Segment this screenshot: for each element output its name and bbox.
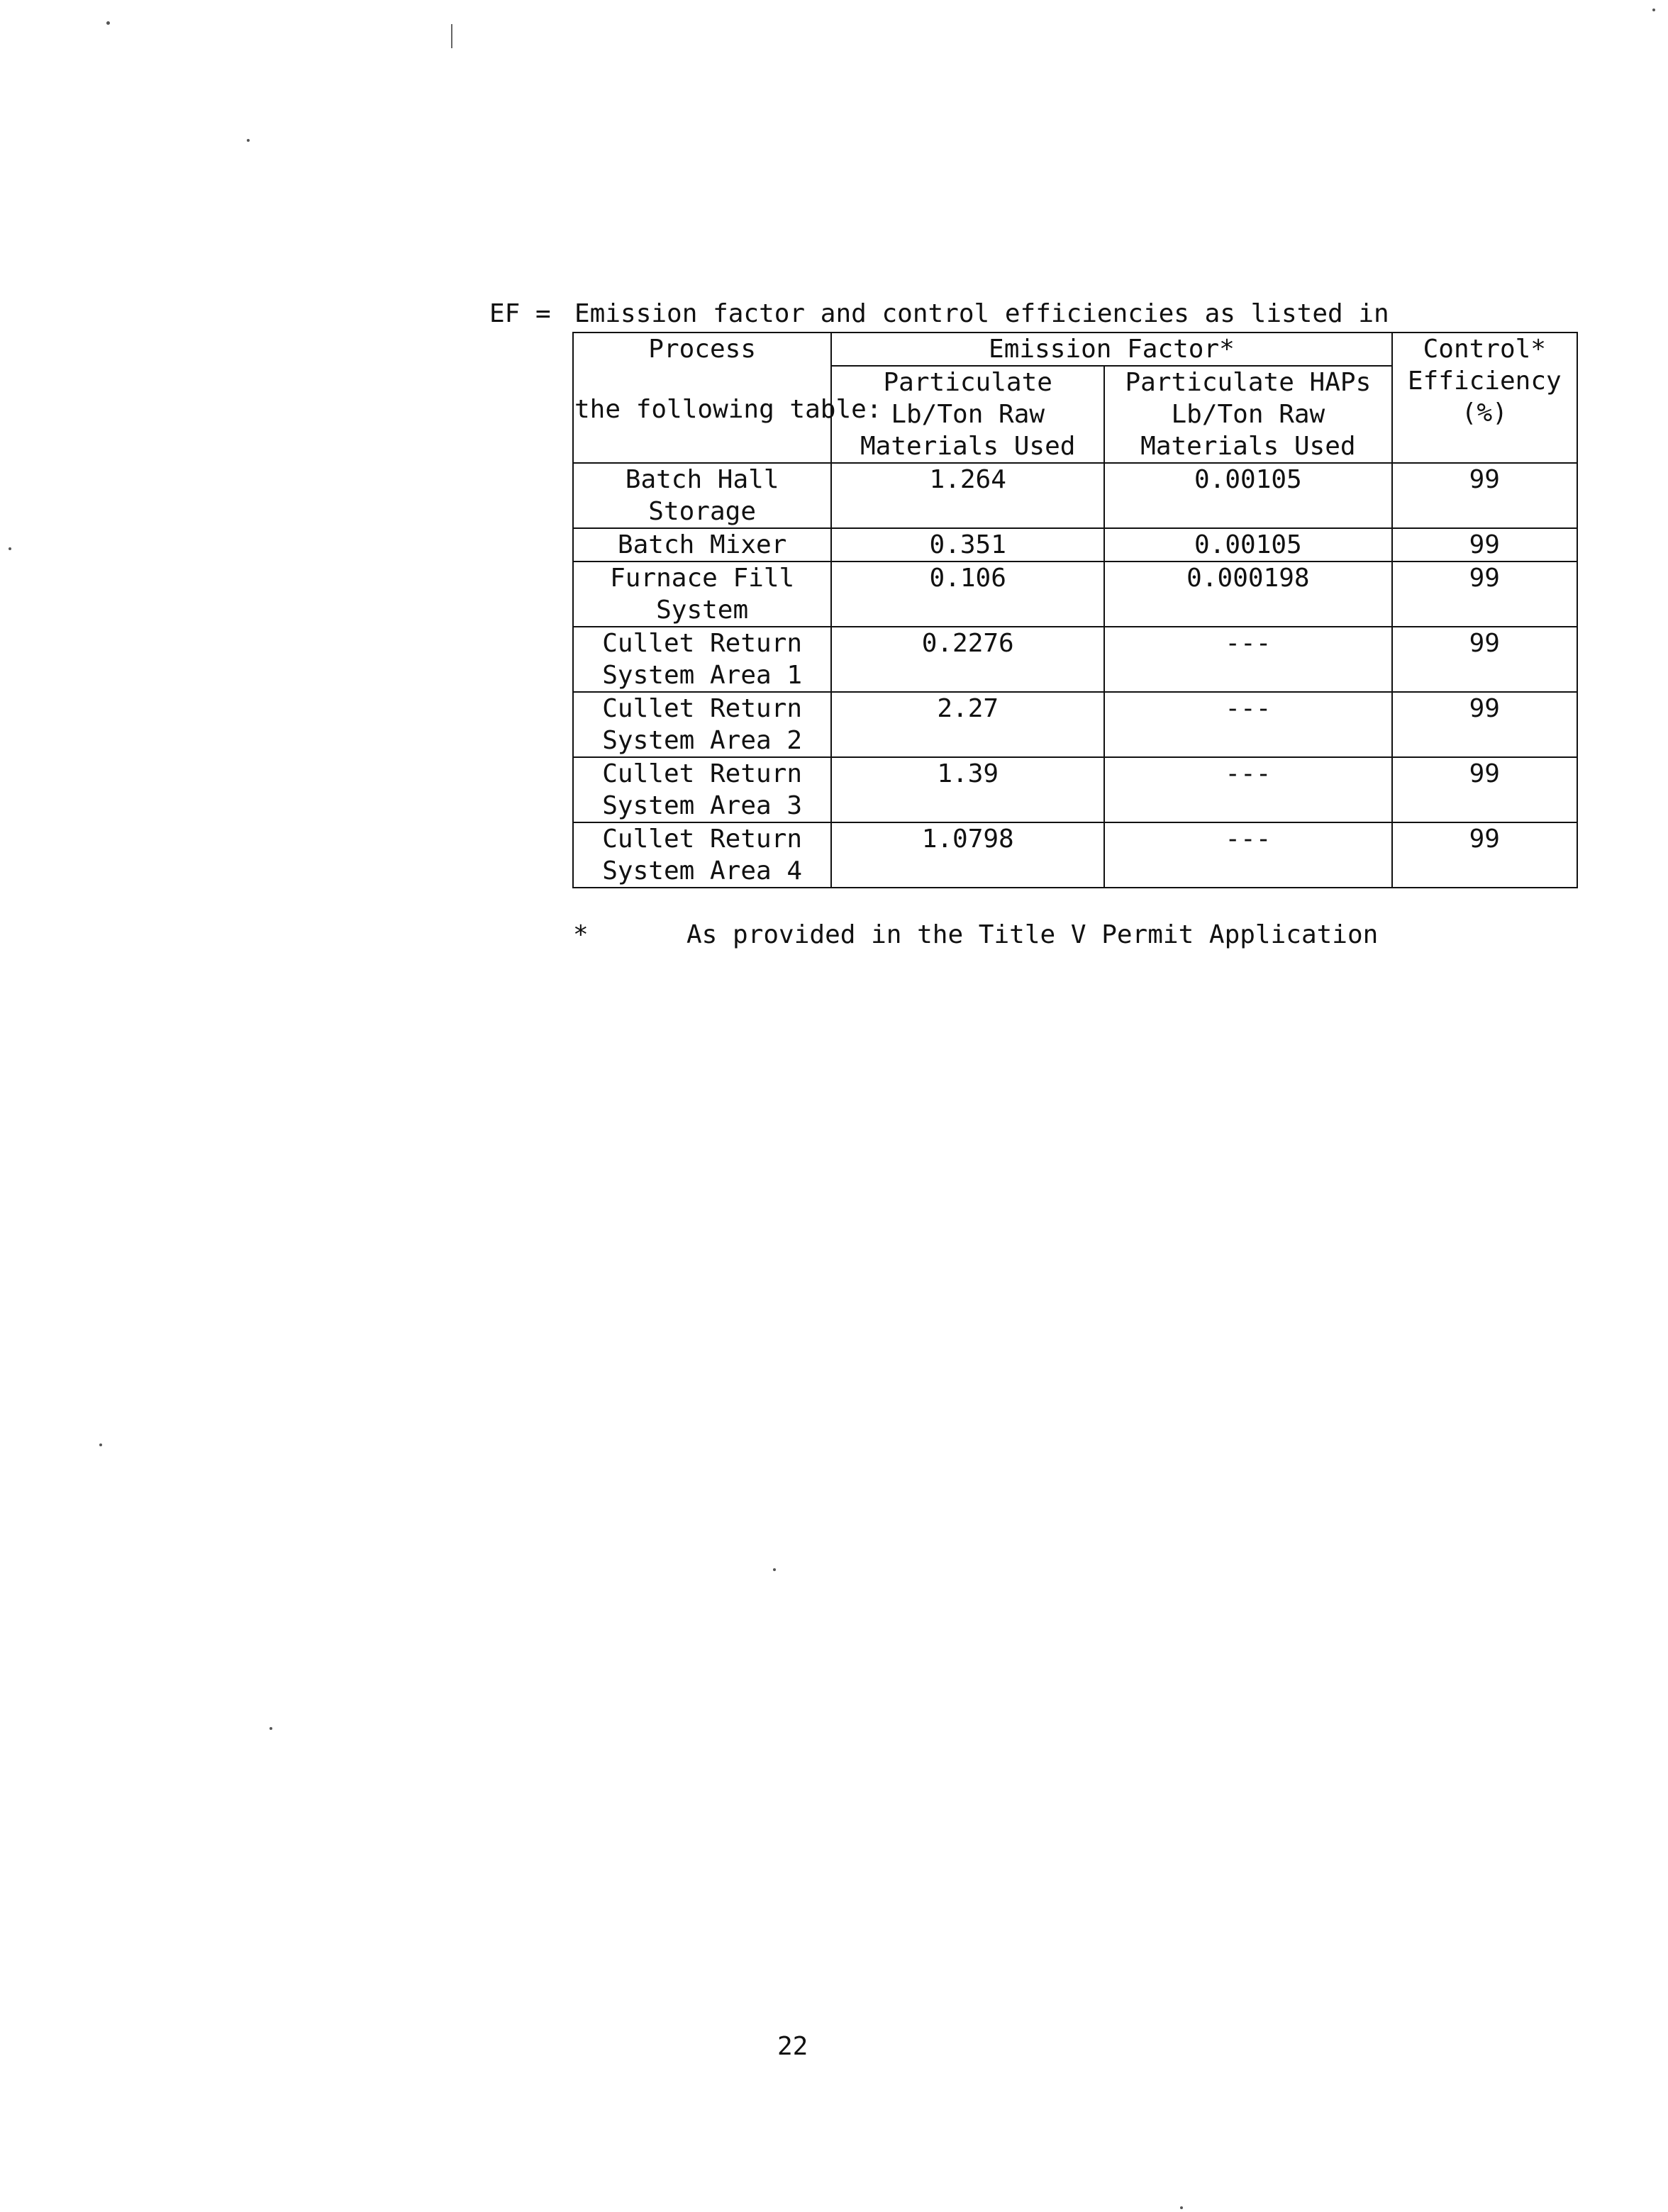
scan-speck	[9, 547, 11, 550]
scan-mark	[451, 24, 452, 48]
particulate-cell: 2.27	[831, 692, 1104, 757]
process-cell: Batch Hall Storage	[573, 463, 831, 528]
particulate-cell: 1.264	[831, 463, 1104, 528]
footnote-text: As provided in the Title V Permit Application	[686, 920, 1379, 949]
haps-cell: ---	[1104, 822, 1391, 888]
table-row	[573, 627, 1577, 692]
ef-label: EF =	[489, 299, 551, 328]
control-cell: 99	[1392, 822, 1577, 888]
intro-line-1: Emission factor and control efficiencies as listed in	[574, 299, 1389, 328]
scan-speck	[1652, 9, 1655, 11]
table-row	[573, 692, 1577, 757]
emission-factor-group-header: Emission Factor*	[831, 333, 1391, 366]
table-row	[573, 463, 1577, 528]
scan-speck	[99, 1443, 102, 1446]
process-cell: Cullet Return System Area 3	[573, 757, 831, 822]
scan-speck	[269, 1727, 272, 1730]
table-row	[573, 528, 1577, 562]
intro-line-2: the following table:	[574, 395, 882, 424]
haps-cell: 0.000198	[1104, 562, 1391, 627]
footnote	[573, 919, 1378, 951]
scan-speck	[773, 1568, 776, 1571]
control-cell: 99	[1392, 562, 1577, 627]
haps-cell: 0.00105	[1104, 528, 1391, 562]
emission-factor-table	[572, 332, 1578, 888]
process-cell: Cullet Return System Area 4	[573, 822, 831, 888]
page-number: 22	[777, 2032, 808, 2061]
particulate-cell: 1.39	[831, 757, 1104, 822]
haps-cell: ---	[1104, 757, 1391, 822]
haps-cell: ---	[1104, 692, 1391, 757]
process-cell: Furnace Fill System	[573, 562, 831, 627]
control-cell: 99	[1392, 528, 1577, 562]
particulate-haps-header: Particulate HAPs Lb/Ton Raw Materials Used	[1104, 366, 1391, 463]
haps-cell: 0.00105	[1104, 463, 1391, 528]
process-header: Process	[573, 333, 831, 463]
scan-speck	[1180, 2206, 1183, 2209]
control-cell: 99	[1392, 627, 1577, 692]
control-cell: 99	[1392, 692, 1577, 757]
control-cell: 99	[1392, 463, 1577, 528]
footnote-marker: *	[573, 920, 589, 949]
particulate-cell: 0.351	[831, 528, 1104, 562]
particulate-cell: 0.2276	[831, 627, 1104, 692]
table-row	[573, 562, 1577, 627]
control-cell: 99	[1392, 757, 1577, 822]
haps-cell: ---	[1104, 627, 1391, 692]
particulate-header: Particulate Lb/Ton Raw Materials Used	[831, 366, 1104, 463]
scan-speck	[106, 21, 110, 25]
particulate-cell: 1.0798	[831, 822, 1104, 888]
scan-speck	[247, 139, 250, 142]
table-row	[573, 822, 1577, 888]
table-row	[573, 757, 1577, 822]
process-cell: Batch Mixer	[573, 528, 831, 562]
process-cell: Cullet Return System Area 2	[573, 692, 831, 757]
particulate-cell: 0.106	[831, 562, 1104, 627]
process-cell: Cullet Return System Area 1	[573, 627, 831, 692]
control-efficiency-header: Control* Efficiency (%)	[1392, 333, 1577, 463]
